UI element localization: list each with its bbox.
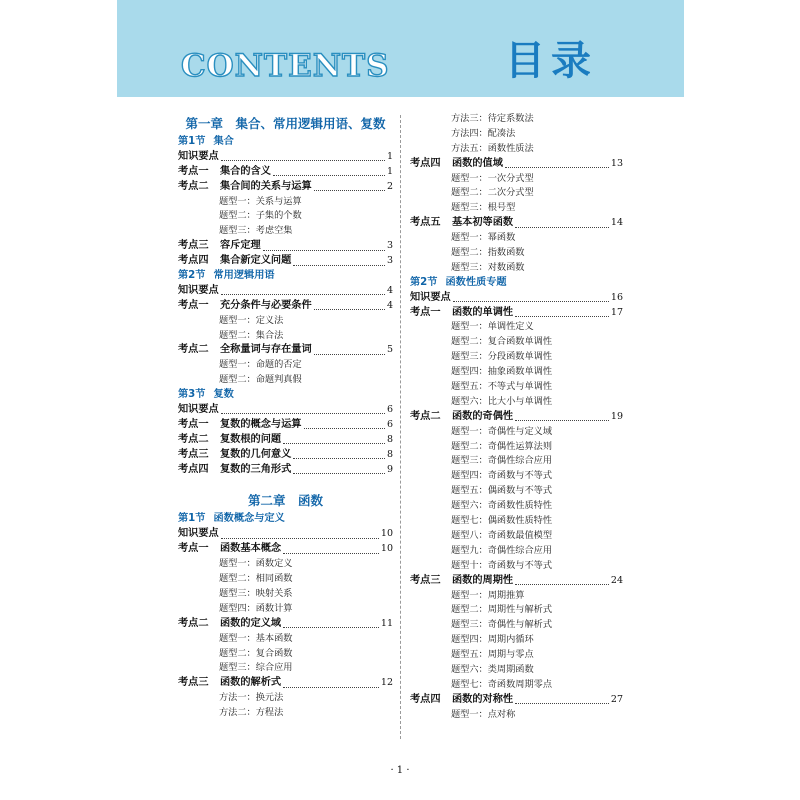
toc-left-column — [178, 112, 393, 721]
point-entry[interactable] — [178, 448, 393, 463]
section-title: 常用逻辑用语 — [213, 270, 275, 282]
knowledge-entry[interactable] — [178, 527, 393, 542]
point-number: 考点一 — [178, 299, 209, 311]
point-number: 考点一 — [178, 165, 209, 177]
leader — [451, 291, 623, 306]
page-ref: 1 — [386, 150, 393, 162]
point-entry[interactable] — [178, 463, 393, 478]
sub-entry: 题型一：单调性定义 — [451, 321, 534, 333]
point-entry[interactable] — [410, 410, 623, 425]
page-ref: 10 — [380, 543, 393, 555]
page-ref: 1 — [386, 165, 393, 177]
dot-leader — [515, 309, 609, 317]
section-number: 第1节 — [178, 136, 206, 147]
page-ref: 12 — [380, 677, 393, 689]
point-number: 考点二 — [178, 617, 209, 629]
page-ref: 16 — [610, 291, 623, 303]
point-entry[interactable] — [178, 617, 393, 632]
sub-entry: 方法三：待定系数法 — [451, 113, 534, 124]
dot-leader — [314, 347, 385, 355]
dot-leader — [314, 183, 385, 191]
sub-entry: 题型三：分段函数单调性 — [451, 351, 553, 363]
page-ref: 3 — [386, 240, 393, 252]
sub-entry: 题型二：复合函数单调性 — [451, 336, 553, 348]
leader — [513, 693, 623, 708]
sub-entry: 题型一：关系与运算 — [219, 195, 302, 207]
sub-entry: 题型二：相同函数 — [219, 573, 293, 585]
knowledge-label: 知识要点 — [178, 150, 219, 162]
dot-leader — [293, 466, 385, 474]
point-number: 考点一 — [410, 306, 441, 318]
point-title: 充分条件与必要条件 — [220, 299, 312, 311]
sub-entry: 题型四：奇函数与不等式 — [451, 470, 553, 482]
sub-entry: 题型一：幂函数 — [451, 232, 516, 244]
sub-entry: 方法四：配凑法 — [451, 127, 516, 139]
sub-entry: 题型八：奇函数最值模型 — [451, 529, 553, 541]
page-ref: 5 — [386, 344, 393, 356]
dot-leader — [221, 153, 385, 161]
sub-entry: 题型六：比大小与单调性 — [451, 395, 553, 407]
sub-entry: 题型三：综合应用 — [219, 662, 293, 674]
mulu-title: 目录 — [505, 38, 597, 84]
sub-entry: 方法一：换元法 — [219, 692, 284, 704]
sub-entry: 题型三：考虑空集 — [219, 225, 293, 237]
dot-leader — [283, 436, 385, 444]
chapter-title[interactable]: 第二章 函数 — [247, 493, 323, 509]
page-ref: 13 — [610, 157, 623, 169]
sub-entry: 题型二：奇偶性运算法则 — [451, 440, 553, 452]
dot-leader — [505, 160, 609, 168]
point-entry[interactable] — [178, 180, 393, 195]
leader — [513, 306, 623, 321]
knowledge-entry[interactable] — [178, 403, 393, 418]
point-title: 函数的值域 — [452, 157, 503, 169]
page-number: · 1 · — [390, 765, 410, 776]
page-ref: 3 — [386, 255, 393, 267]
point-number: 考点四 — [178, 255, 209, 267]
leader — [312, 299, 393, 314]
page-ref: 4 — [386, 284, 393, 296]
sub-entry: 题型一：奇偶性与定义域 — [451, 425, 553, 437]
section-heading[interactable] — [178, 388, 393, 403]
sub-entry: 题型三：对数函数 — [451, 261, 525, 273]
section-number: 第1节 — [178, 513, 206, 525]
leader — [271, 165, 393, 180]
point-entry[interactable] — [410, 216, 623, 231]
page-ref: 2 — [386, 180, 393, 192]
point-title: 复数的概念与运算 — [220, 418, 302, 430]
sub-entry: 题型二：指数函数 — [451, 247, 525, 259]
section-heading[interactable] — [178, 269, 393, 284]
dot-leader — [515, 577, 609, 585]
dot-leader — [273, 168, 385, 176]
sub-entry: 题型二：集合法 — [219, 329, 284, 341]
sub-entry: 题型十：奇函数与不等式 — [451, 559, 553, 571]
sub-entry: 题型五：周期与零点 — [451, 649, 534, 661]
dot-leader — [293, 451, 385, 459]
sub-entry: 题型三：奇偶性综合应用 — [451, 455, 553, 467]
page-ref: 6 — [386, 418, 393, 430]
point-number: 考点一 — [178, 543, 209, 555]
point-title: 函数的单调性 — [452, 306, 514, 318]
page-ref: 19 — [610, 410, 623, 422]
leader — [312, 343, 393, 358]
point-number: 考点二 — [178, 344, 209, 356]
section-number: 第2节 — [410, 276, 438, 288]
page-ref: 27 — [610, 693, 623, 705]
point-entry[interactable] — [410, 693, 623, 708]
point-entry[interactable] — [410, 306, 623, 321]
leader — [219, 284, 393, 299]
leader — [291, 254, 393, 269]
sub-entry: 题型一：点对称 — [451, 708, 516, 720]
sub-entry: 题型一：一次分式型 — [451, 172, 534, 184]
point-entry[interactable] — [178, 239, 393, 254]
point-entry[interactable] — [410, 574, 623, 589]
leader — [513, 574, 623, 589]
point-title: 复数的几何意义 — [220, 448, 292, 460]
section-title: 复数 — [213, 389, 234, 401]
point-entry[interactable] — [178, 165, 393, 180]
dot-leader — [221, 287, 385, 295]
point-entry[interactable] — [178, 343, 393, 358]
sub-entry: 题型六：奇函数性质特性 — [451, 500, 553, 512]
section-heading[interactable] — [410, 276, 623, 291]
point-number: 考点四 — [410, 157, 441, 169]
point-entry[interactable] — [178, 676, 393, 691]
sub-entry: 题型三：映射关系 — [219, 587, 293, 599]
point-title: 复数的三角形式 — [220, 463, 292, 475]
point-title: 集合的含义 — [220, 165, 271, 177]
page-ref: 4 — [386, 299, 393, 311]
page-ref: 8 — [386, 433, 393, 445]
sub-entry: 题型二：周期性与解析式 — [451, 604, 553, 616]
leader — [281, 676, 393, 691]
dot-leader — [221, 406, 385, 414]
point-number: 考点四 — [178, 463, 209, 475]
sub-entry: 题型七：奇函数周期零点 — [451, 678, 553, 690]
sub-entry: 题型二：二次分式型 — [451, 187, 534, 199]
knowledge-label: 知识要点 — [178, 528, 219, 540]
point-number: 考点二 — [178, 180, 209, 192]
page-ref: 24 — [610, 574, 623, 586]
point-entry[interactable] — [178, 299, 393, 314]
leader — [312, 180, 393, 195]
sub-entry: 题型四：抽象函数单调性 — [451, 366, 553, 378]
point-number: 考点四 — [410, 693, 441, 705]
leader — [513, 410, 623, 425]
sub-entry: 题型一：基本函数 — [219, 632, 293, 644]
dot-leader — [221, 531, 379, 539]
point-title: 基本初等函数 — [452, 217, 514, 229]
leader — [219, 527, 393, 542]
column-divider — [400, 115, 401, 739]
leader — [302, 418, 394, 433]
page-ref: 17 — [610, 306, 623, 318]
point-entry[interactable] — [178, 418, 393, 433]
point-title: 复数根的问题 — [220, 433, 282, 445]
sub-entry: 题型三：根号型 — [451, 202, 516, 214]
point-entry[interactable] — [178, 254, 393, 269]
dot-leader — [304, 421, 385, 429]
chapter-title[interactable]: 第一章 集合、常用逻辑用语、复数 — [185, 116, 386, 131]
knowledge-label: 知识要点 — [178, 404, 219, 416]
sub-entry: 题型六：类周期函数 — [451, 663, 534, 675]
sub-entry: 题型一：定义法 — [219, 314, 284, 326]
section-heading[interactable] — [178, 135, 393, 150]
sub-entry: 题型五：不等式与单调性 — [451, 381, 553, 393]
leader — [219, 403, 393, 418]
page-ref: 10 — [380, 528, 393, 540]
dot-leader — [515, 696, 609, 704]
dot-leader — [515, 413, 609, 421]
section-title: 函数概念与定义 — [213, 513, 285, 525]
point-number: 考点三 — [178, 448, 209, 460]
knowledge-entry[interactable] — [410, 291, 623, 306]
page-ref: 9 — [386, 463, 393, 475]
point-title: 全称量词与存在量词 — [220, 344, 312, 356]
point-title: 函数的奇偶性 — [452, 410, 514, 422]
dot-leader — [314, 302, 385, 310]
leader — [513, 216, 623, 231]
toc-right-column — [410, 112, 623, 723]
point-number: 考点三 — [410, 574, 441, 586]
contents-title: CONTENTS — [181, 48, 390, 84]
dot-leader — [283, 680, 379, 688]
leader — [291, 463, 393, 478]
point-title: 函数的定义域 — [220, 617, 282, 629]
sub-entry: 题型一：命题的否定 — [219, 359, 302, 371]
leader — [281, 542, 393, 557]
page-ref: 11 — [380, 617, 393, 629]
leader — [281, 433, 393, 448]
point-entry[interactable] — [178, 542, 393, 557]
point-number: 考点一 — [178, 418, 209, 430]
sub-entry: 题型五：偶函数与不等式 — [451, 485, 553, 497]
sub-entry: 题型一：周期推算 — [451, 589, 525, 601]
dot-leader — [283, 546, 379, 554]
sub-entry: 方法二：方程法 — [219, 707, 284, 719]
knowledge-entry[interactable] — [178, 284, 393, 299]
sub-entry: 题型四：函数计算 — [219, 602, 293, 614]
page-ref: 8 — [386, 448, 393, 460]
section-heading[interactable] — [178, 512, 393, 527]
leader — [261, 239, 393, 254]
knowledge-label: 知识要点 — [410, 291, 451, 303]
point-title: 函数的对称性 — [452, 693, 514, 705]
point-title: 函数的周期性 — [452, 574, 514, 586]
page-ref: 6 — [386, 404, 393, 416]
knowledge-entry[interactable] — [178, 150, 393, 165]
leader — [503, 157, 623, 172]
point-title: 函数基本概念 — [220, 543, 282, 555]
sub-entry: 题型一：函数定义 — [219, 558, 293, 570]
sub-entry: 题型三：奇偶性与解析式 — [451, 619, 553, 631]
dot-leader — [263, 243, 385, 251]
leader — [291, 448, 393, 463]
dot-leader — [515, 220, 609, 228]
point-number: 考点二 — [178, 433, 209, 445]
sub-entry: 题型二：子集的个数 — [219, 210, 302, 222]
sub-entry: 题型七：偶函数性质特性 — [451, 515, 553, 527]
section-number: 第2节 — [178, 270, 206, 282]
section-number: 第3节 — [178, 389, 206, 401]
point-number: 考点五 — [410, 217, 441, 229]
sub-entry: 方法五：函数性质法 — [451, 142, 534, 154]
dot-leader — [283, 620, 379, 628]
knowledge-label: 知识要点 — [178, 284, 219, 296]
sub-entry: 题型九：奇偶性综合应用 — [451, 544, 553, 556]
spacer — [178, 477, 393, 489]
leader — [219, 150, 393, 165]
sub-entry: 题型四：周期内循环 — [451, 634, 534, 646]
point-number: 考点三 — [178, 240, 209, 252]
point-entry[interactable] — [178, 433, 393, 448]
point-title: 集合间的关系与运算 — [220, 180, 312, 192]
sub-entry: 题型二：命题判真假 — [219, 374, 302, 386]
section-title: 集合 — [213, 136, 234, 147]
dot-leader — [453, 294, 609, 302]
sub-entry: 题型二：复合函数 — [219, 647, 293, 659]
dot-leader — [293, 258, 385, 266]
leader — [281, 617, 393, 632]
point-title: 容斥定理 — [220, 240, 261, 252]
section-title: 函数性质专题 — [445, 276, 507, 288]
point-title: 函数的解析式 — [220, 677, 282, 689]
point-title: 集合新定义问题 — [220, 255, 292, 267]
point-number: 考点二 — [410, 410, 441, 422]
point-entry[interactable] — [410, 157, 623, 172]
point-number: 考点三 — [178, 677, 209, 689]
page-ref: 14 — [610, 217, 623, 229]
